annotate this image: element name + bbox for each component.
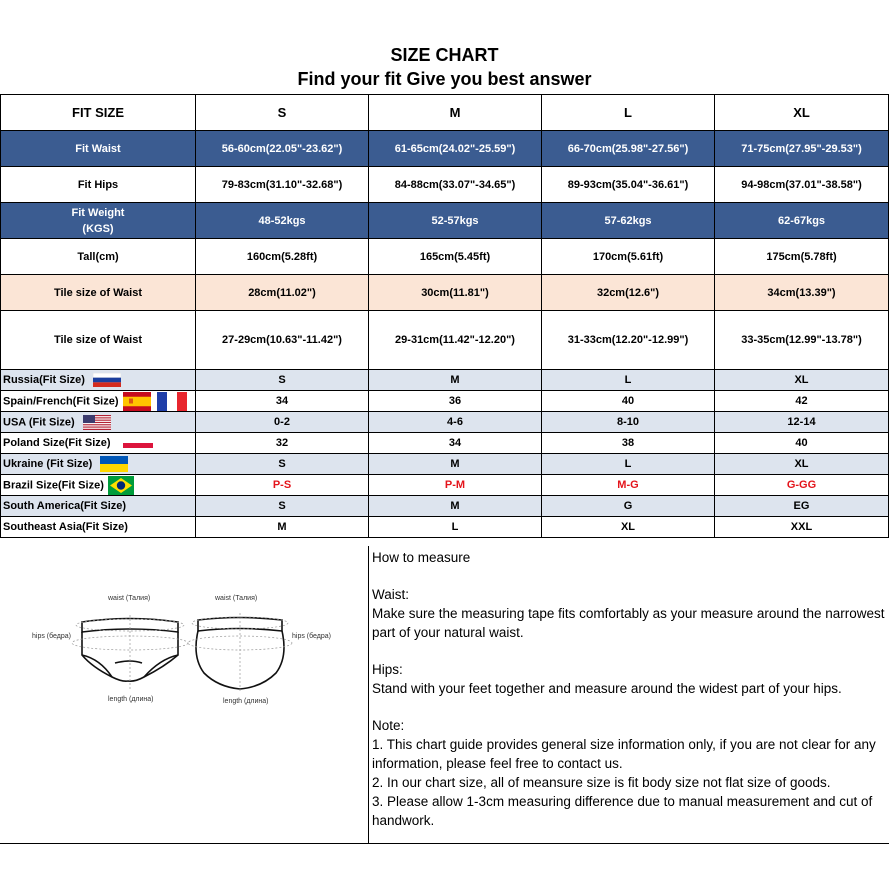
region-label-cell — [1, 433, 196, 454]
cell: 52-57kgs — [369, 203, 542, 239]
note-title: Note: — [372, 718, 405, 733]
ukraine-row — [1, 454, 889, 475]
fit-size-header: FIT SIZE — [1, 95, 196, 131]
region-label-cell — [1, 370, 196, 391]
region-label: Poland Size(Fit Size) — [3, 437, 111, 449]
size-header-s: S — [196, 95, 369, 131]
region-label: Ukraine (Fit Size) — [3, 457, 93, 470]
cell: 34 — [196, 391, 369, 412]
region-label-cell — [1, 391, 196, 412]
brazil-flag-icon — [108, 476, 134, 495]
tile-waist-range-row — [1, 311, 889, 370]
cell: XL — [542, 517, 715, 538]
waist-label-1: waist (Талия) — [108, 595, 151, 602]
brazil-row — [1, 475, 889, 496]
cell: 71-75cm(27.95"-29.53") — [715, 131, 889, 167]
cell: 66-70cm(25.98"-27.56") — [542, 131, 715, 167]
fit-hips-row — [1, 167, 889, 203]
cell: M-G — [542, 475, 715, 496]
size-header-l: L — [542, 95, 715, 131]
cell: L — [542, 370, 715, 391]
russia-flag-icon — [93, 373, 121, 387]
tile-waist-row — [1, 275, 889, 311]
ukraine-flag-icon — [100, 456, 128, 472]
spain-flag-icon — [123, 392, 151, 411]
header-row — [1, 95, 889, 131]
cell: L — [542, 454, 715, 475]
cell: 79-83cm(31.10"-32.68") — [196, 167, 369, 203]
chart-title: SIZE CHART — [390, 45, 499, 65]
cell: 48-52kgs — [196, 203, 369, 239]
waist-title: Waist: — [372, 587, 409, 602]
how-to-measure-box — [368, 546, 889, 844]
region-label: USA (Fit Size) — [3, 415, 75, 428]
fit-weight-row — [1, 203, 889, 239]
cell: 42 — [715, 391, 889, 412]
cell: 40 — [715, 433, 889, 454]
cell: M — [369, 370, 542, 391]
cell: 175cm(5.78ft) — [715, 239, 889, 275]
usa-flag-icon — [83, 415, 111, 430]
cell: 32cm(12.6") — [542, 275, 715, 311]
region-label: Russia(Fit Size) — [3, 373, 85, 386]
note-3: 3. Please allow 1-3cm measuring difference due to manual measurement and cut of handwork. — [372, 794, 873, 828]
cell: S — [196, 370, 369, 391]
cell: 89-93cm(35.04"-36.61") — [542, 167, 715, 203]
weight-label-line1: Fit Weight — [71, 206, 125, 219]
cell: 27-29cm(10.63"-11.42") — [196, 311, 369, 370]
region-label-cell — [1, 454, 196, 475]
size-header-xl: XL — [715, 95, 889, 131]
cell: 34 — [369, 433, 542, 454]
region-label: Brazil Size(Fit Size) — [3, 478, 104, 491]
cell: 38 — [542, 433, 715, 454]
row-label: Tall(cm) — [1, 239, 196, 275]
cell: 4-6 — [369, 412, 542, 433]
france-flag-icon — [157, 392, 187, 411]
cell: S — [196, 454, 369, 475]
spain-france-row — [1, 391, 889, 412]
cell: 28cm(11.02") — [196, 275, 369, 311]
waist-label-2: waist (Талия) — [215, 595, 258, 602]
cell: M — [369, 454, 542, 475]
cell: 0-2 — [196, 412, 369, 433]
cell: 56-60cm(22.05"-23.62") — [196, 131, 369, 167]
cell: 62-67kgs — [715, 203, 889, 239]
row-label: Tile size of Waist — [1, 311, 196, 370]
length-label-2: length (длина) — [223, 698, 269, 705]
fit-waist-row — [1, 131, 889, 167]
cell: M — [196, 517, 369, 538]
cell: 12-14 — [715, 412, 889, 433]
cell: 160cm(5.28ft) — [196, 239, 369, 275]
cell: M — [369, 496, 542, 517]
cell: 33-35cm(12.99"-13.78") — [715, 311, 889, 370]
cell: 8-10 — [542, 412, 715, 433]
chart-subtitle: Find your fit Give you best answer — [297, 69, 592, 89]
row-label: Fit Hips — [1, 167, 196, 203]
size-header-m: M — [369, 95, 542, 131]
row-label — [1, 203, 196, 239]
note-2: 2. In our chart size, all of meansure size is fit body size not flat size of goods. — [372, 775, 831, 790]
cell: L — [369, 517, 542, 538]
bottom-divider — [0, 843, 368, 844]
weight-label-line2: (KGS) — [82, 222, 114, 235]
region-label: Southeast Asia(Fit Size) — [1, 517, 196, 538]
length-label-1: length (длина) — [108, 696, 154, 703]
cell: 32 — [196, 433, 369, 454]
cell: 61-65cm(24.02"-25.59") — [369, 131, 542, 167]
cell: 31-33cm(12.20"-12.99") — [542, 311, 715, 370]
cell: G — [542, 496, 715, 517]
region-label: Spain/French(Fit Size) — [3, 394, 119, 407]
cell: P-S — [196, 475, 369, 496]
howto-heading: How to measure — [372, 550, 471, 565]
cell: 170cm(5.61ft) — [542, 239, 715, 275]
russia-row — [1, 370, 889, 391]
row-label: Fit Waist — [1, 131, 196, 167]
cell: 40 — [542, 391, 715, 412]
cell: G-GG — [715, 475, 889, 496]
cell: EG — [715, 496, 889, 517]
hips-title: Hips: — [372, 662, 403, 677]
southeast-asia-row — [1, 517, 889, 538]
cell: S — [196, 496, 369, 517]
cell: 165cm(5.45ft) — [369, 239, 542, 275]
poland-row — [1, 433, 889, 454]
size-table — [0, 94, 889, 538]
measurement-diagram — [20, 585, 350, 715]
waist-text: Make sure the measuring tape fits comfortably as your measure around the narrowest part of your natural waist. — [372, 606, 885, 640]
cell: 57-62kgs — [542, 203, 715, 239]
region-label-cell — [1, 475, 196, 496]
cell: P-M — [369, 475, 542, 496]
cell: 36 — [369, 391, 542, 412]
note-1: 1. This chart guide provides general size information only, if you are not clear for any information, please feel free to contact us. — [372, 737, 876, 771]
row-label: Tile size of Waist — [1, 275, 196, 311]
cell: 34cm(13.39") — [715, 275, 889, 311]
south-america-row — [1, 496, 889, 517]
cell: 30cm(11.81") — [369, 275, 542, 311]
cell: XL — [715, 370, 889, 391]
cell: 94-98cm(37.01"-38.58") — [715, 167, 889, 203]
cell: 29-31cm(11.42"-12.20") — [369, 311, 542, 370]
region-label: South America(Fit Size) — [1, 496, 196, 517]
hips-label-2: hips (бедра) — [292, 633, 331, 640]
tall-row — [1, 239, 889, 275]
cell: 84-88cm(33.07"-34.65") — [369, 167, 542, 203]
hips-label-1: hips (бедра) — [32, 633, 71, 640]
poland-flag-icon — [123, 438, 153, 448]
region-label-cell — [1, 412, 196, 433]
cell: XL — [715, 454, 889, 475]
underwear-diagram-graphic — [20, 585, 350, 715]
hips-text: Stand with your feet together and measure around the widest part of your hips. — [372, 681, 842, 696]
usa-row — [1, 412, 889, 433]
cell: XXL — [715, 517, 889, 538]
